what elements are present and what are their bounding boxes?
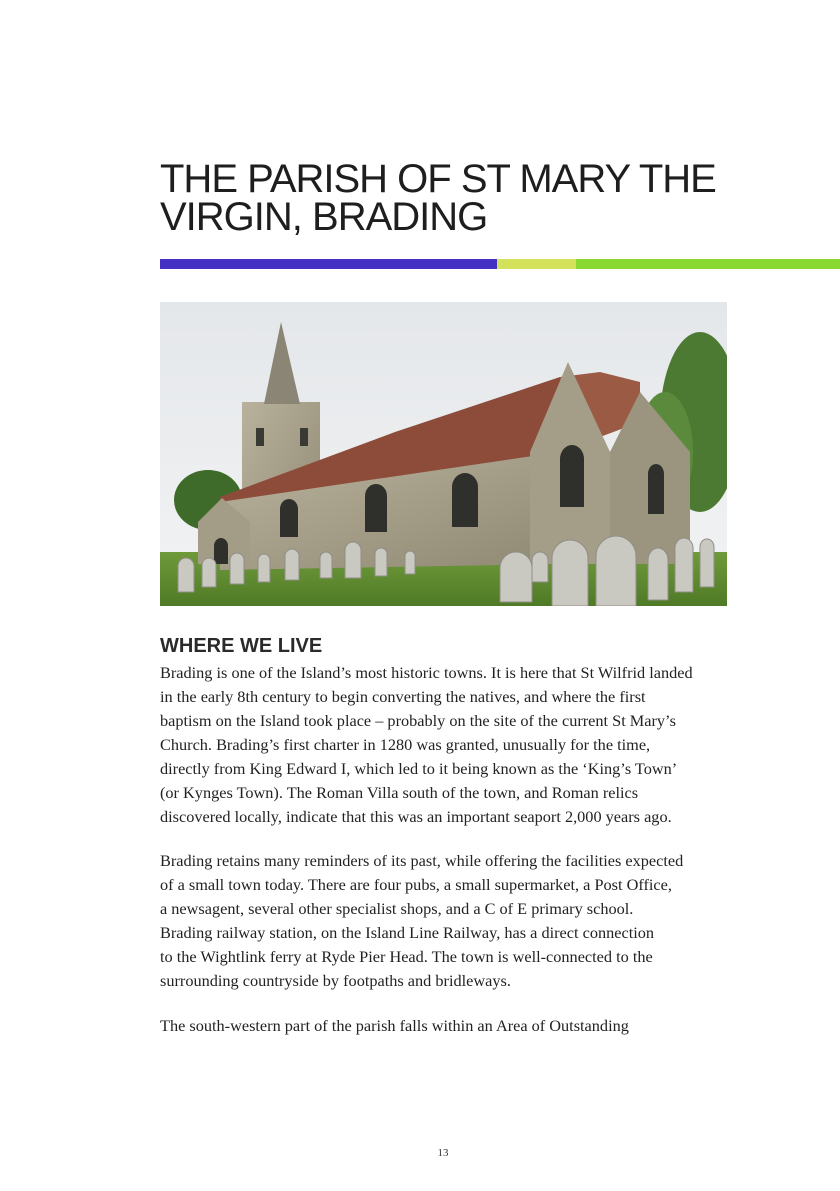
text-line: The south-western part of the parish falls within an Area of Outstanding	[160, 1016, 629, 1035]
text-line: surrounding countryside by footpaths and bridleways.	[160, 971, 511, 990]
text-line: of a small town today. There are four pubs, a small supermarket, a Post Office,	[160, 875, 672, 894]
text-line: Brading retains many reminders of its past, while offering the facilities expected	[160, 851, 684, 870]
text-line: in the early 8th century to begin converting the natives, and where the first	[160, 687, 646, 706]
section-heading: WHERE WE LIVE	[160, 635, 323, 657]
title-rule-green	[576, 259, 840, 269]
text-line: (or Kynges Town). The Roman Villa south of the town, and Roman relics	[160, 783, 639, 802]
text-line: a newsagent, several other specialist shops, and a C of E primary school.	[160, 899, 634, 918]
title-rule-blue	[160, 259, 497, 269]
title-rule-lime	[497, 259, 576, 269]
text-line: directly from King Edward I, which led to it being known as the ‘King’s Town’	[160, 759, 678, 778]
body-paragraph-1	[160, 661, 740, 829]
text-line: baptism on the Island took place – probably on the site of the current St Mary’s	[160, 711, 676, 730]
body-paragraph-2	[160, 849, 740, 993]
text-line: Brading railway station, on the Island Line Railway, has a direct connection	[160, 923, 655, 942]
text-line: to the Wightlink ferry at Ryde Pier Head. The town is well-connected to the	[160, 947, 653, 966]
page-title	[160, 157, 760, 239]
title-line-1: THE PARISH OF ST MARY THE	[160, 157, 716, 201]
title-line-2: VIRGIN, BRADING	[160, 195, 488, 239]
church-photo	[160, 302, 727, 606]
text-line: discovered locally, indicate that this was an important seaport 2,000 years ago.	[160, 807, 672, 826]
text-line: Brading is one of the Island’s most historic towns. It is here that St Wilfrid landed	[160, 663, 693, 682]
text-line: Church. Brading’s first charter in 1280 was granted, unusually for the time,	[160, 735, 651, 754]
body-paragraph-3	[160, 1014, 740, 1038]
page-number: 13	[437, 1147, 449, 1159]
